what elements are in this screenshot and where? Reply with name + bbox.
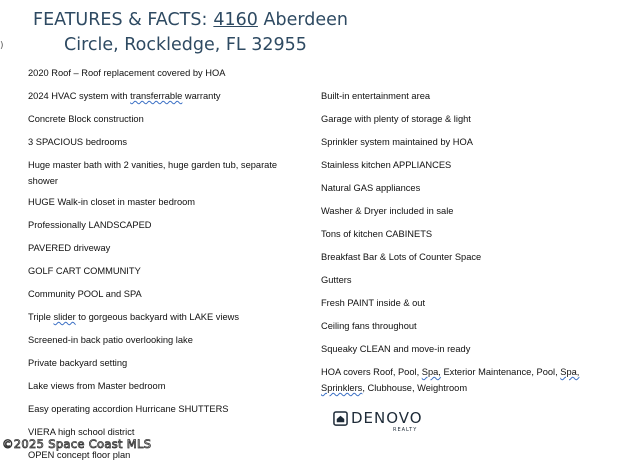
title-line-2: Circle, Rockledge, FL 32955 — [64, 35, 307, 55]
feature-item: OPEN concept floor plan — [28, 450, 131, 460]
feature-item: Gutters — [321, 275, 352, 285]
title-line-1 — [33, 10, 640, 30]
spellcheck-flag: Spa, — [421, 367, 441, 377]
feature-item: PAVERED driveway — [28, 243, 111, 253]
spellcheck-flag: Spa, — [560, 367, 580, 377]
feature-item: Huge master bath with 2 vanities, huge garden tub, separate shower — [28, 160, 278, 186]
feature-item: Easy operating accordion Hurricane SHUTTERS — [28, 404, 229, 414]
spellcheck-flag: slider — [53, 312, 76, 322]
feature-item: Private backyard setting — [28, 358, 128, 368]
feature-item: Triple slider to gorgeous backyard with LAKE views — [28, 312, 240, 322]
spellcheck-flag: transferrable — [130, 91, 183, 101]
feature-item: Tons of kitchen CABINETS — [321, 229, 433, 239]
feature-item: HUGE Walk-in closet in master bedroom — [28, 197, 196, 207]
title-prefix: FEATURES & FACTS: — [33, 10, 208, 30]
feature-item: Community POOL and SPA — [28, 289, 142, 299]
title-house-number: 4160 — [213, 10, 258, 30]
logo-subtitle: REALTY — [393, 427, 418, 433]
feature-item: Squeaky CLEAN and move-in ready — [321, 344, 471, 354]
feature-item: 2024 HVAC system with transferrable warranty — [28, 91, 221, 101]
feature-item: HOA covers Roof, Pool, Spa, Exterior Maintenance, Pool, Spa, Sprinklers, Clubhouse, Weightroom — [321, 367, 580, 393]
feature-item: Screened-in back patio overlooking lake — [28, 335, 193, 345]
feature-item: Natural GAS appliances — [321, 183, 421, 193]
logo-name: DENOVO — [351, 409, 423, 427]
feature-item: Concrete Block construction — [28, 114, 144, 124]
feature-item: Breakfast Bar & Lots of Counter Space — [321, 252, 482, 262]
denovo-realty-logo — [333, 410, 443, 436]
feature-item: 3 SPACIOUS bedrooms — [28, 137, 128, 147]
feature-item: Professionally LANDSCAPED — [28, 220, 152, 230]
stray-mark: ) — [0, 41, 4, 51]
spellcheck-flag: Sprinklers — [321, 383, 363, 393]
feature-item: Washer & Dryer included in sale — [321, 206, 454, 216]
feature-item: Stainless kitchen APPLIANCES — [321, 160, 452, 170]
feature-item: GOLF CART COMMUNITY — [28, 266, 141, 276]
feature-item: Lake views from Master bedroom — [28, 381, 166, 391]
house-logo-icon — [333, 411, 348, 426]
feature-item: Garage with plenty of storage & light — [321, 114, 471, 124]
title-street: Aberdeen — [263, 10, 348, 30]
mls-watermark: ©2025 Space Coast MLS — [2, 437, 152, 451]
feature-item: Fresh PAINT inside & out — [321, 298, 426, 308]
feature-item: Built-in entertainment area — [321, 91, 431, 101]
feature-item: Ceiling fans throughout — [321, 321, 417, 331]
feature-item: Sprinkler system maintained by HOA — [321, 137, 473, 147]
feature-item: 2020 Roof – Roof replacement covered by HOA — [28, 68, 226, 78]
feature-item: VIERA high school district — [28, 427, 135, 437]
